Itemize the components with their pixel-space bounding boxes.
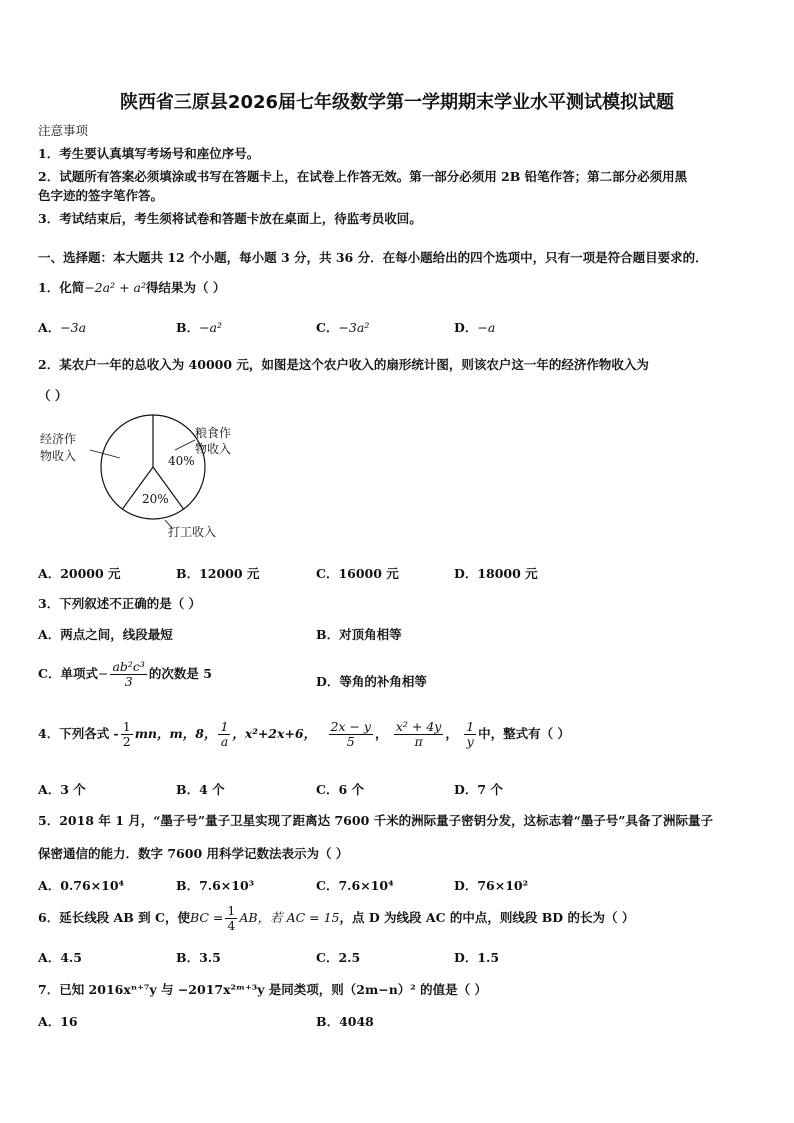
q2-stem: 2．某农户一年的总收入为 40000 元，如图是这个农户收入的扇形统计图，则该农户这一年的经济作物收入为 xyxy=(38,357,649,372)
q2-option-c[interactable]: C．16000 元 xyxy=(316,566,399,581)
label-economic-1: 经济作 xyxy=(40,432,77,446)
q6-option-b[interactable]: B．3.5 xyxy=(176,950,221,965)
page-title: 陕西省三原县2026届七年级数学第一学期期末学业水平测试模拟试题 xyxy=(119,92,675,113)
pct-grain: 40% xyxy=(168,454,195,468)
q2-option-a[interactable]: A．20000 元 xyxy=(38,566,121,581)
q3-option-c[interactable]: C．单项式− $\frac{\text{ab²c³}}{3}$ 的次数是 5 xyxy=(38,659,212,689)
q3-option-b[interactable]: B．对顶角相等 xyxy=(316,627,402,642)
label-economic-2: 物收入 xyxy=(40,449,77,463)
q1-option-c[interactable]: C．−3a² xyxy=(316,320,370,335)
q5-option-c[interactable]: C．7.6×10⁴ xyxy=(316,878,394,893)
q2-option-d[interactable]: D．18000 元 xyxy=(454,566,538,581)
q5-option-d[interactable]: D．76×10² xyxy=(454,878,529,893)
q7-option-a[interactable]: A．16 xyxy=(38,1014,78,1029)
q6-stem: 6．延长线段 AB 到 C，使BC = $\frac{1}{4}$ AB，若 AC = 15，点 D 为线段 AC 的中点，则线段 BD 的长为（ ） xyxy=(38,903,635,933)
grain-leader-line xyxy=(175,440,195,450)
notice-heading: 注意事项 xyxy=(38,123,89,138)
q5-line-2: 保密通信的能力．数字 7600 用科学记数法表示为（ ） xyxy=(38,846,349,861)
q3-option-a[interactable]: A．两点之间，线段最短 xyxy=(38,627,173,642)
q1-expression: −2a² + a² xyxy=(84,280,146,295)
q7-stem: 7．已知 2016xⁿ⁺⁷y 与 −2017x²ᵐ⁺³y 是同类项，则（2m−n）² 的值是（ ） xyxy=(38,982,487,997)
q1-option-b[interactable]: B．−a² xyxy=(176,320,223,335)
label-grain-1: 粮食作 xyxy=(195,426,232,440)
notice-item-2-cont: 色字迹的签字笔作答。 xyxy=(38,188,164,203)
q2-paren: （ ） xyxy=(38,388,68,403)
q3-fraction: $\frac{\text{ab²c³}}{3}$ xyxy=(112,659,145,689)
pie-chart xyxy=(40,410,280,545)
q4-option-b[interactable]: B．4 个 xyxy=(176,782,225,797)
pct-work: 20% xyxy=(142,492,169,506)
section-heading: 一、选择题：本大题共 12 个小题，每小题 3 分，共 36 分．在每小题给出的四个选项中，只有一项是符合题目要求的． xyxy=(38,250,708,265)
q3-option-d[interactable]: D．等角的补角相等 xyxy=(316,674,427,689)
q3-stem: 3．下列叙述不正确的是（ ） xyxy=(38,596,202,611)
notice-item-3: 3．考试结束后，考生须将试卷和答题卡放在桌面上，待监考员收回。 xyxy=(38,211,422,226)
label-grain-2: 物收入 xyxy=(195,442,232,456)
q1-stem: 1．化简−2a² + a²得结果为（ ） xyxy=(38,280,226,295)
q4-option-d[interactable]: D．7 个 xyxy=(454,782,503,797)
q5-option-b[interactable]: B．7.6×10³ xyxy=(176,878,255,893)
q5-line-1: 5．2018 年 1 月，“墨子号”量子卫星实现了距离达 7600 千米的洲际量子密钥分发，这标志着“墨子号”具备了洲际量子 xyxy=(38,813,713,828)
q1-option-d[interactable]: D．−a xyxy=(454,320,496,335)
q6-option-a[interactable]: A．4.5 xyxy=(38,950,82,965)
notice-item-1: 1．考生要认真填写考场号和座位序号。 xyxy=(38,146,260,161)
q2-option-b[interactable]: B．12000 元 xyxy=(176,566,260,581)
q1-option-a[interactable]: A．−3a xyxy=(38,320,87,335)
pie-chart-svg xyxy=(40,410,280,545)
q5-option-a[interactable]: A．0.76×10⁴ xyxy=(38,878,124,893)
q4-option-a[interactable]: A．3 个 xyxy=(38,782,86,797)
label-work: 打工收入 xyxy=(168,525,217,539)
economic-leader-line xyxy=(90,450,120,458)
q4-option-c[interactable]: C．6 个 xyxy=(316,782,364,797)
q6-option-d[interactable]: D．1.5 xyxy=(454,950,500,965)
q4-stem: 4．下列各式 - $\frac{1}{2}$ mn，m，8， $\frac{1}{a}$ ，x²+2x+6， $\frac{2x - y}{5}$ ， $\frac{\text{x² + 4y}}{\pi}$ ， $\frac{1}{y}$ 中，整式有（ ） xyxy=(38,719,571,749)
notice-item-2: 2．试题所有答案必须填涂或书写在答题卡上，在试卷上作答无效。第一部分必须用 2B 铅笔作答；第二部分必须用黑 xyxy=(38,169,688,184)
q6-option-c[interactable]: C．2.5 xyxy=(316,950,361,965)
q7-option-b[interactable]: B．4048 xyxy=(316,1014,374,1029)
